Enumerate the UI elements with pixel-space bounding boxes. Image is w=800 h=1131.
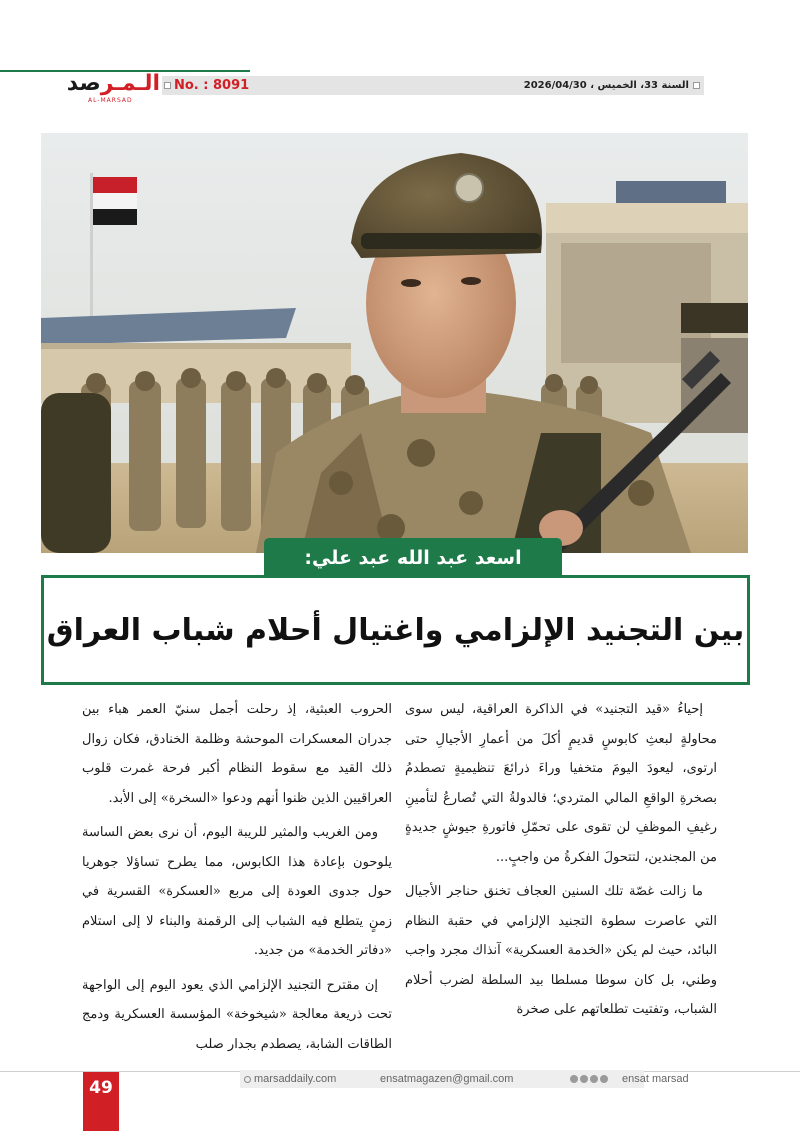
footer-email[interactable]: ensatmagazen@gmail.com	[380, 1073, 514, 1085]
facebook-icon[interactable]	[570, 1075, 578, 1083]
soldier-photo-icon	[41, 133, 748, 553]
website-text: marsaddaily.com	[254, 1073, 337, 1085]
issue-date-text: السنة 33، الخميس ، 2026/04/30	[523, 80, 689, 91]
instagram-icon[interactable]	[590, 1075, 598, 1083]
issue-number-text: No. : 8091	[174, 78, 250, 93]
square-bullet-icon	[693, 82, 700, 89]
issue-date	[524, 77, 700, 94]
author-byline: اسعد عبد الله عبد علي:	[264, 538, 562, 578]
text-column-right	[405, 695, 717, 1040]
paragraph: إحياءُ «قيد التجنيد» في الذاكرة العراقية، ليس سوى محاولةٍ لبعثِ كابوسٍ قديمٍ أكلَ من أعمارِ الأجيالِ حتى ارتوى، ليعودَ اليومَ متخفيا وراءَ ذرائعَ تنظيميةٍ تصطدمُ بصخرةِ الواقعِ المالي المتردي؛ فالدولةُ التي تُصارعُ لتأمينِ رغيفِ الموظفِ لن تقوى على تحمّلِ فاتورةِ جيوشٍ جديدةٍ من المجندين، لتتحولَ الفكرةُ من واجبٍ...	[405, 702, 717, 865]
logo-text-red: الـمـر	[100, 71, 160, 96]
paragraph: ومن الغريب والمثير للريبة اليوم، أن نرى بعض الساسة يلوحون بإعادة هذا الكابوس، مما يطرح تساؤلا جوهريا حول جدوى العودة إلى مربع «العسكرة» القسرية في زمنٍ يتطلع فيه الشباب إلى الرقمنة والبناء لا إلى استلام «دفاتر الخدمة» من جديد.	[82, 825, 392, 958]
logo-text-dark: صد	[66, 71, 101, 96]
paragraph: ما زالت غصّة تلك السنين العجاف تخنق حناجر الأجيال التي عاصرت سطوة التجنيد الإلزامي في حقبة النظام البائد، حيث لم يكن «الخدمة العسكرية» آنذاك مجرد واجب وطني، بل كان سوطا مسلطا بيد السلطة لضرب أحلام الشباب، وتفتيت تطلعاتهم على صخرة	[405, 884, 717, 1017]
logo	[66, 71, 160, 104]
text-column-left	[82, 695, 392, 1052]
article-title: بين التجنيد الإلزامي واغتيال أحلام شباب العراق	[46, 612, 745, 648]
article-photo	[41, 133, 748, 553]
footer-website[interactable]	[244, 1071, 336, 1087]
twitter-icon[interactable]	[580, 1075, 588, 1083]
youtube-icon[interactable]	[600, 1075, 608, 1083]
paragraph: الحروب العبثية، إذ رحلت أجمل سنيّ العمر هباء بين جدران المعسكرات الموحشة وظلمة الخنادق، فكان زوال ذلك القيد مع سقوط النظام أكبر فرحة غمرت قلوب العراقيين الذين ظنوا أنهم ودعوا «السخرة» إلى الأبد.	[82, 702, 392, 806]
footer-social-handle[interactable]: ensat marsad	[622, 1073, 689, 1085]
globe-icon	[244, 1076, 251, 1083]
issue-number	[164, 77, 249, 94]
page-number: 49	[83, 1072, 119, 1131]
paragraph: إن مقترح التجنيد الإلزامي الذي يعود اليوم إلى الواجهة تحت ذريعة معالجة «شيخوخة» المؤسسة العسكرية ودمج الطاقات الشابة، يصطدم بجدار صلب	[82, 977, 392, 1052]
square-bullet-icon	[164, 82, 171, 89]
social-icons	[570, 1071, 608, 1087]
title-box	[41, 575, 750, 685]
logo-subtitle: AL-MARSAD	[88, 97, 133, 104]
